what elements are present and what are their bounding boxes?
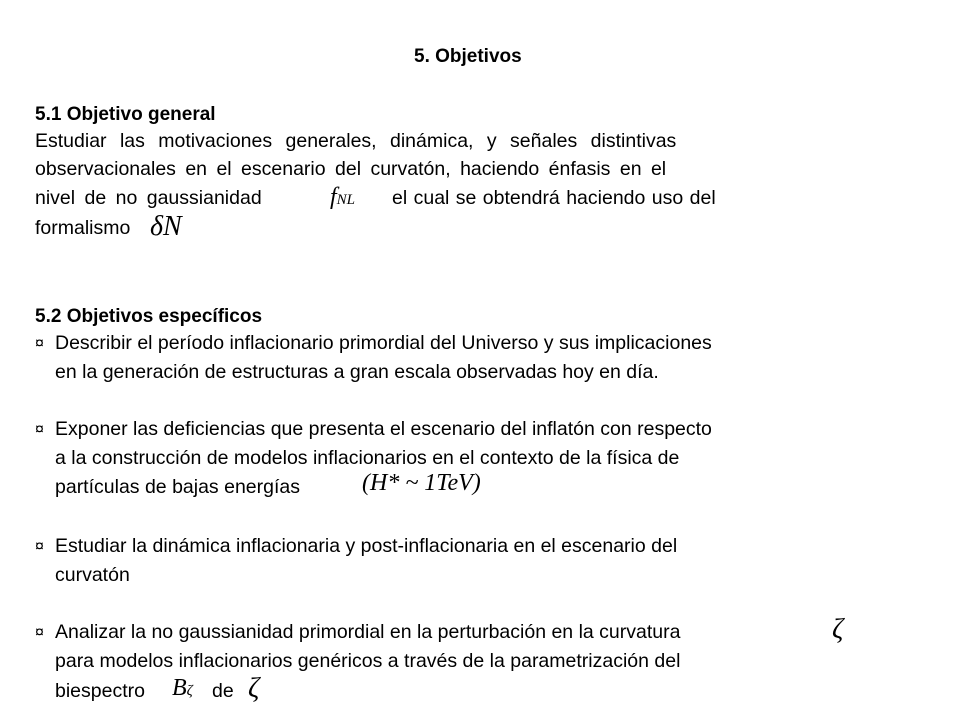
delta-n-math: δN — [150, 211, 182, 242]
section-heading-specific: 5.2 Objetivos específicos — [35, 306, 263, 327]
bullet-text: biespectro — [55, 680, 145, 702]
bispectrum-math — [172, 675, 193, 702]
energy-scale-math: (H* ~ 1TeV) — [362, 470, 481, 496]
page-title: 5. Objetivos — [414, 46, 522, 67]
bullet-text: curvatón — [55, 564, 130, 586]
bullet-text: de — [212, 680, 234, 702]
bullet-icon: ¤ — [35, 538, 44, 555]
bullet-text: Describir el período inflacionario primordial del Universo y sus implicaciones — [55, 332, 712, 354]
paragraph-line: observacionales en el escenario del curvatón, haciendo énfasis en el — [35, 158, 667, 180]
bullet-icon: ¤ — [35, 624, 44, 641]
fnl-subscript: NL — [336, 192, 356, 208]
paragraph-line: formalismo — [35, 217, 131, 239]
bullet-icon: ¤ — [35, 335, 44, 352]
bullet-text: a la construcción de modelos inflacionarios en el contexto de la física de — [55, 447, 680, 469]
paragraph-line: Estudiar las motivaciones generales, dinámica, y señales distintivas — [35, 130, 677, 152]
bullet-text: para modelos inflacionarios genéricos a través de la parametrización del — [55, 650, 681, 672]
bispectrum-subscript: ζ — [186, 683, 193, 699]
fnl-symbol: f — [330, 184, 337, 210]
fnl-math — [330, 184, 355, 211]
bullet-text: Estudiar la dinámica inflacionaria y post-inflacionaria en el escenario del — [55, 535, 678, 557]
paragraph-line: nivel de no gaussianidad — [35, 187, 262, 209]
bispectrum-symbol: B — [172, 675, 187, 701]
paragraph-line: el cual se obtendrá haciendo uso del — [392, 187, 716, 209]
zeta-math: ζ — [248, 673, 260, 704]
section-heading-general: 5.1 Objetivo general — [35, 104, 216, 125]
bullet-icon: ¤ — [35, 421, 44, 438]
zeta-math: ζ — [832, 614, 844, 645]
bullet-text: Analizar la no gaussianidad primordial en la perturbación en la curvatura — [55, 621, 681, 643]
bullet-text: en la generación de estructuras a gran escala observadas hoy en día. — [55, 361, 659, 383]
bullet-text: Exponer las deficiencias que presenta el escenario del inflatón con respecto — [55, 418, 712, 440]
bullet-text: partículas de bajas energías — [55, 476, 300, 498]
